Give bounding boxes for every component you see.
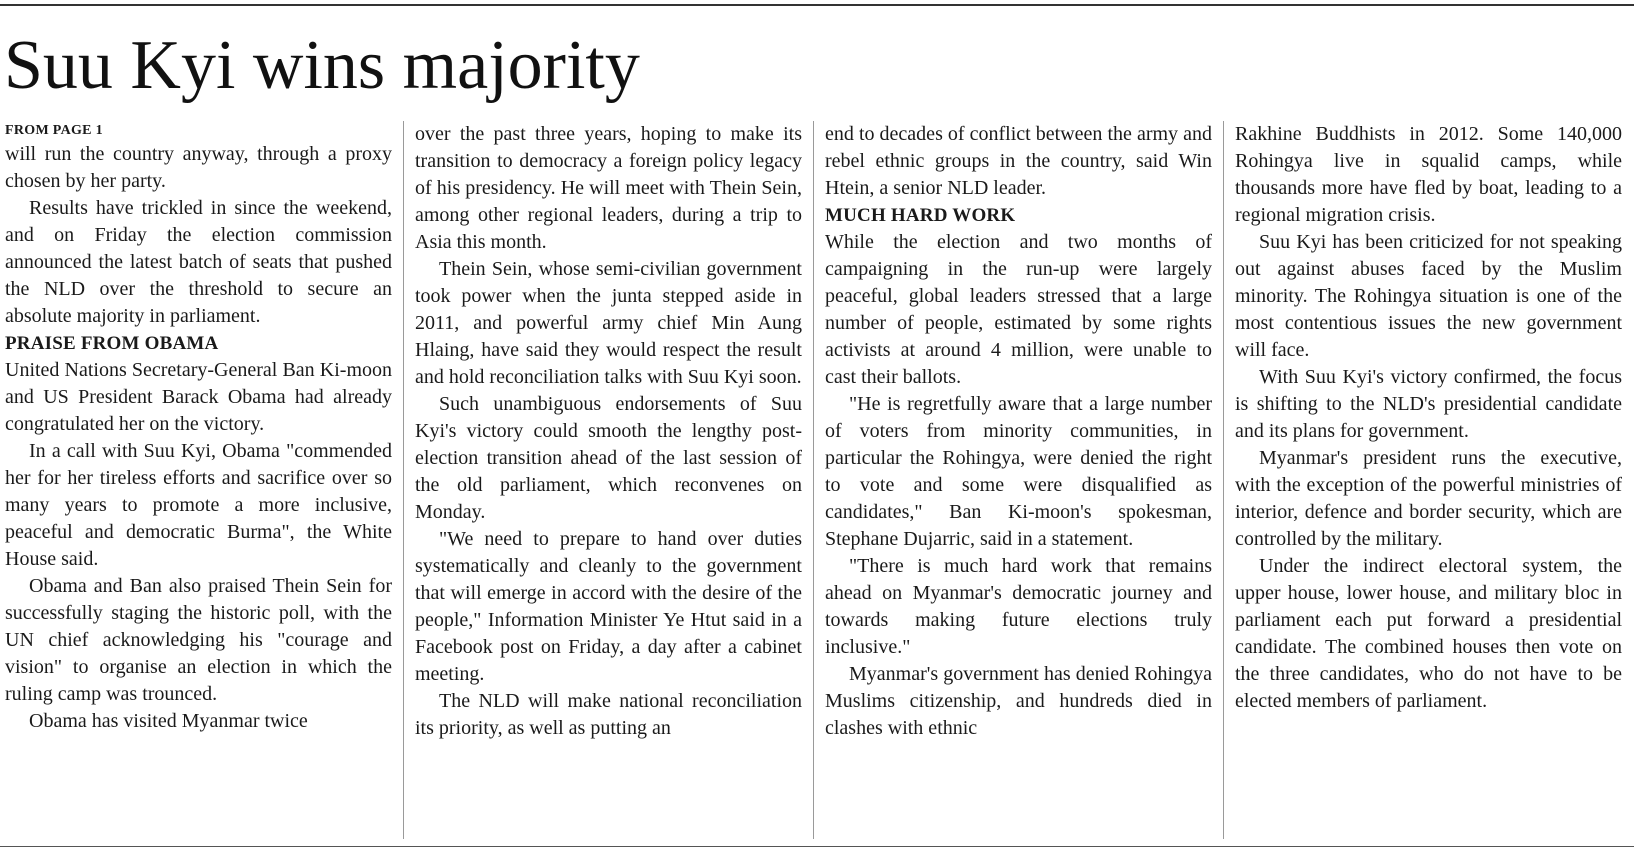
column-3: [825, 121, 1212, 843]
paragraph: will run the country anyway, through a proxy chosen by her party.: [5, 143, 392, 192]
paragraph: In a call with Suu Kyi, Obama "commended her for her tireless efforts and sacrifice over so many years to promote a more inclusive, peaceful and democratic Burma", the White House said.: [5, 440, 392, 570]
column-4: [1235, 121, 1622, 843]
column-1: [5, 121, 392, 843]
article-body: [5, 121, 1625, 843]
paragraph: With Suu Kyi's victory confirmed, the focus is shifting to the NLD's presidential candidate and its plans for government.: [1235, 366, 1622, 442]
headline: Suu Kyi wins majority: [4, 27, 640, 104]
column-2: [415, 121, 802, 843]
paragraph: Results have trickled in since the weekend, and on Friday the election commission announced the latest batch of seats that pushed the NLD over the threshold to secure an absolute majority in parliament.: [5, 197, 392, 327]
paragraph: Myanmar's government has denied Rohingya Muslims citizenship, and hundreds died in clashes with ethnic: [825, 663, 1212, 739]
paragraph: "He is regretfully aware that a large number of voters from minority communities, in particular the Rohingya, were denied the right to vote and some were disqualified as candidates," Ban Ki-moon's spokesman, Stephane Dujarric, said in a statement.: [825, 393, 1212, 550]
paragraph: The NLD will make national reconciliation its priority, as well as putting an: [415, 690, 802, 739]
paragraph: United Nations Secretary-General Ban Ki-moon and US President Barack Obama had already congratulated her on the victory.: [5, 359, 392, 435]
column-divider: [813, 121, 814, 839]
kicker: FROM PAGE 1: [5, 123, 103, 138]
paragraph: Obama has visited Myanmar twice: [29, 710, 308, 732]
bottom-rule: [0, 846, 1634, 847]
column-1-content: [5, 141, 392, 735]
column-3-content: [825, 121, 1212, 742]
paragraph: Such unambiguous endorsements of Suu Kyi's victory could smooth the lengthy post-election transition ahead of the last session of the old parliament, which reconvenes on Monday.: [415, 393, 802, 523]
paragraph: Suu Kyi has been criticized for not speaking out against abuses faced by the Muslim minority. The Rohingya situation is one of the most contentious issues the new government will face.: [1235, 231, 1622, 361]
column-2-content: [415, 121, 802, 742]
paragraph: "There is much hard work that remains ahead on Myanmar's democratic journey and towards making future elections truly inclusive.": [825, 555, 1212, 658]
column-divider: [1223, 121, 1224, 839]
paragraph: Rakhine Buddhists in 2012. Some 140,000 Rohingya live in squalid camps, while thousands more have fled by boat, leading to a regional migration crisis.: [1235, 123, 1622, 226]
section-subhead: MUCH HARD WORK: [825, 205, 1016, 226]
paragraph: Obama and Ban also praised Thein Sein for successfully staging the historic poll, with the UN chief acknowledging his "courage and vision" to organise an election in which the ruling camp was trounced.: [5, 575, 392, 705]
section-subhead: PRAISE FROM OBAMA: [5, 333, 219, 354]
paragraph: Myanmar's president runs the executive, with the exception of the powerful ministries of interior, defence and border security, which are controlled by the military.: [1235, 447, 1622, 550]
column-4-content: [1235, 121, 1622, 715]
top-rule: [0, 4, 1634, 6]
paragraph: "We need to prepare to hand over duties systematically and cleanly to the government that will emerge in accord with the desire of the people," Information Minister Ye Htut said in a Facebook post on Friday, a day after a cabinet meeting.: [415, 528, 802, 685]
paragraph: Thein Sein, whose semi-civilian government took power when the junta stepped aside in 2011, and powerful army chief Min Aung Hlaing, have said they would respect the result and hold reconciliation talks with Suu Kyi soon.: [415, 258, 802, 388]
paragraph: Under the indirect electoral system, the upper house, lower house, and military bloc in parliament each put forward a presidential candidate. The combined houses then vote on the three candidates, who do not have to be elected members of parliament.: [1235, 555, 1622, 712]
paragraph: While the election and two months of campaigning in the run-up were largely peaceful, global leaders stressed that a large number of people, estimated by some rights activists at around 4 million, were unable to cast their ballots.: [825, 231, 1212, 388]
paragraph: over the past three years, hoping to make its transition to democracy a foreign policy legacy of his presidency. He will meet with Thein Sein, among other regional leaders, during a trip to Asia this month.: [415, 123, 802, 253]
column-divider: [403, 121, 404, 839]
paragraph: end to decades of conflict between the army and rebel ethnic groups in the country, said Win Htein, a senior NLD leader.: [825, 123, 1212, 199]
